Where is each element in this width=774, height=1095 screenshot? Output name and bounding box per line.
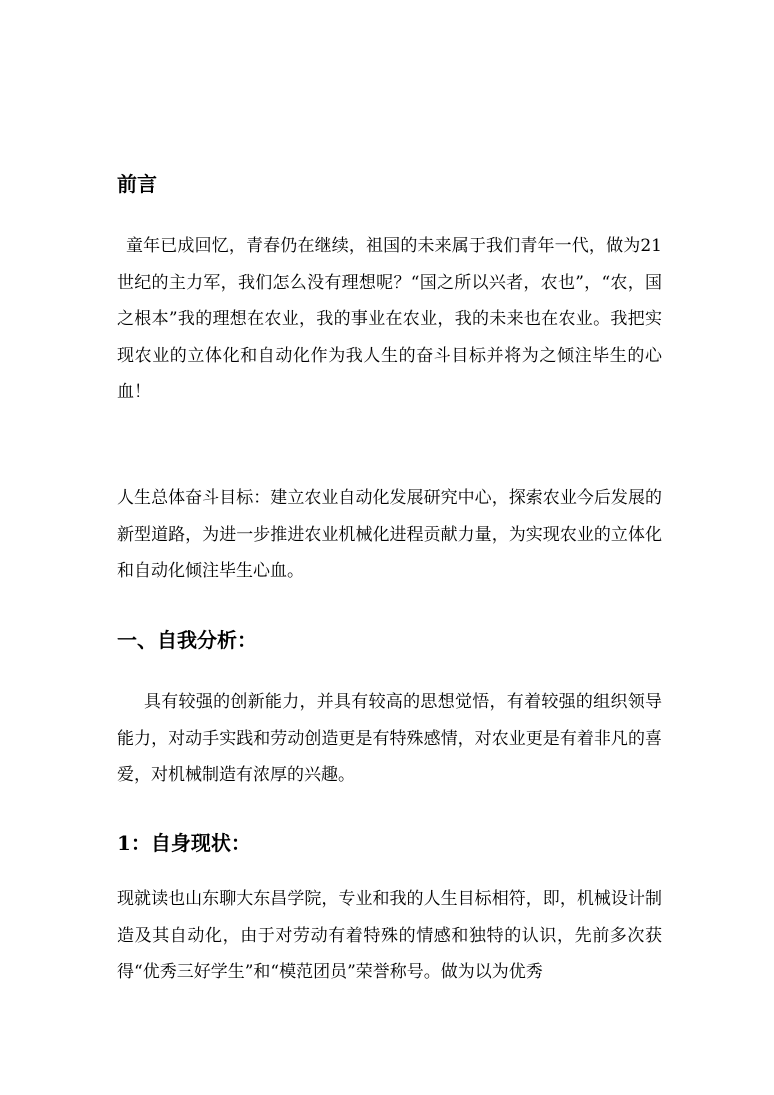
- current-status-paragraph: 现就读也山东聊大东昌学院，专业和我的人生目标相符，即，机械设计制造及其自动化，由于对劳动有着特殊的情感和独特的认识，先前多次获得“优秀三好学生”和“模范团员”荣誉称号。做为以为优秀: [117, 889, 662, 982]
- section-heading-preface: 前言: [117, 172, 157, 196]
- life-goal-paragraph: 人生总体奋斗目标：建立农业自动化发展研究中心，探索农业今后发展的新型道路，为进一步推进农业机械化进程贡献力量，为实现农业的立体化和自动化倾注毕生心血。: [117, 488, 662, 581]
- preface-paragraph: 童年已成回忆，青春仍在继续，祖国的未来属于我们青年一代，做为21世纪的主力军，我们怎么没有理想呢？“国之所以兴者，农也”，“农，国之根本”我的理想在农业，我的事业在农业，我的未来也在农业。我把实现农业的立体化和自动化作为我人生的奋斗目标并将为之倾注毕生的心血！: [117, 236, 662, 402]
- self-analysis-paragraph: 具有较强的创新能力，并具有较高的思想觉悟，有着较强的组织领导能力，对动手实践和劳动创造更是有特殊感情，对农业更是有着非凡的喜爱，对机械制造有浓厚的兴趣。: [117, 692, 662, 785]
- section-heading-current-status: 1：自身现状：: [117, 831, 251, 855]
- section-heading-self-analysis: 一、自我分析：: [117, 628, 257, 652]
